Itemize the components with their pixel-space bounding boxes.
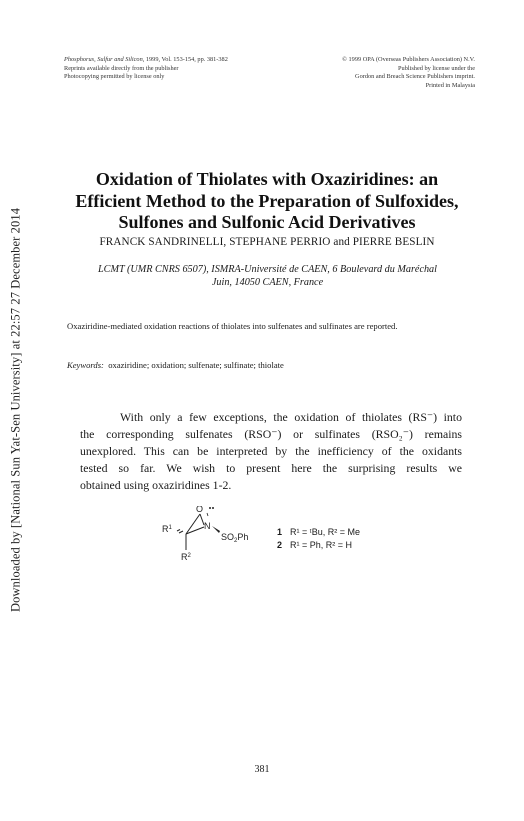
body-line: tested so far. We wish to present here the surprising results we [80, 461, 462, 475]
body-line: With only a few exceptions, the oxidation of thiolates (RS⁻) into [120, 410, 462, 424]
compound-row [277, 539, 360, 552]
body-line: the corresponding sulfenates (RSO⁻) or sulfinates (RSO₂⁻) remains [80, 427, 462, 441]
affiliation [65, 264, 470, 289]
keywords-text: oxaziridine; oxidation; sulfenate; sulfinate; thiolate [108, 360, 284, 370]
compound-number: 2 [277, 540, 283, 550]
nitrogen-label: N [204, 521, 211, 531]
oxygen-label: O [196, 506, 204, 514]
affiliation-line: LCMT (UMR CNRS 6507), ISMRA-Université de CAEN, 6 Boulevard du Maréchal [98, 264, 437, 275]
reprints-line: Reprints available directly from the publisher [64, 64, 179, 72]
body-paragraph [80, 409, 462, 494]
abstract: Oxaziridine-mediated oxidation reactions of thiolates into sulfenates and sulfinates are reported. [67, 321, 398, 331]
compound-substituents: R¹ = Ph, R² = H [290, 540, 353, 550]
journal-name: Phosphorus, Sulfur and Silicon, [64, 56, 145, 63]
compound-substituents: R¹ = ᵗBu, R² = Me [290, 527, 360, 537]
printed-line: Printed in Malaysia [425, 81, 475, 89]
title-line: Oxidation of Thiolates with Oxaziridines: an [95, 169, 439, 189]
photocopy-line: Photocopying permitted by license only [64, 73, 165, 81]
body-line: obtained using oxaziridines 1-2. [80, 478, 232, 492]
journal-line [64, 56, 294, 65]
compound-row [277, 526, 360, 539]
r1-label: $R^1$ [162, 524, 172, 534]
compound-list [277, 526, 360, 552]
imprint-line: Gordon and Breach Science Publishers imprint. [355, 73, 475, 81]
copyright-line: © 1999 OPA (Overseas Publishers Association) N.V. [342, 56, 475, 63]
journal-volume: 1999, Vol. 153-154, pp. 381-382 [144, 56, 228, 63]
author-list: FRANCK SANDRINELLI, STEPHANE PERRIO and PIERRE BESLIN [99, 236, 435, 248]
keywords [67, 360, 469, 370]
title-line: Sulfones and Sulfonic Acid Derivatives [118, 212, 416, 232]
hash-bond [177, 530, 180, 532]
keywords-label: Keywords: [67, 360, 104, 370]
wedge-bond [212, 526, 220, 533]
download-notice-text: Downloaded by [National Sun Yat-Sen University] at 22:57 27 December 2014 [8, 207, 23, 613]
download-notice [0, 0, 32, 821]
journal-citation [64, 56, 294, 82]
r2-label: $R^2$ [181, 552, 191, 562]
lone-pair-dot [209, 507, 211, 509]
hash-bond [207, 513, 208, 516]
affiliation-line: Juin, 14050 CAEN, France [211, 276, 324, 288]
title-line: Efficient Method to the Preparation of Sulfoxides, [75, 190, 459, 211]
hash-bond [179, 531, 183, 533]
page-number: 381 [254, 764, 270, 775]
body-line: unexplored. This can be interpreted by the inefficiency of the oxidants [80, 444, 462, 458]
publisher-notice [275, 56, 475, 90]
license-line: Published by license under the [398, 64, 475, 72]
sulfonyl-label: $SO_2Ph$ [221, 532, 249, 544]
paper-title [60, 169, 474, 234]
compound-number: 1 [277, 527, 283, 537]
lone-pair-dot [212, 507, 214, 509]
